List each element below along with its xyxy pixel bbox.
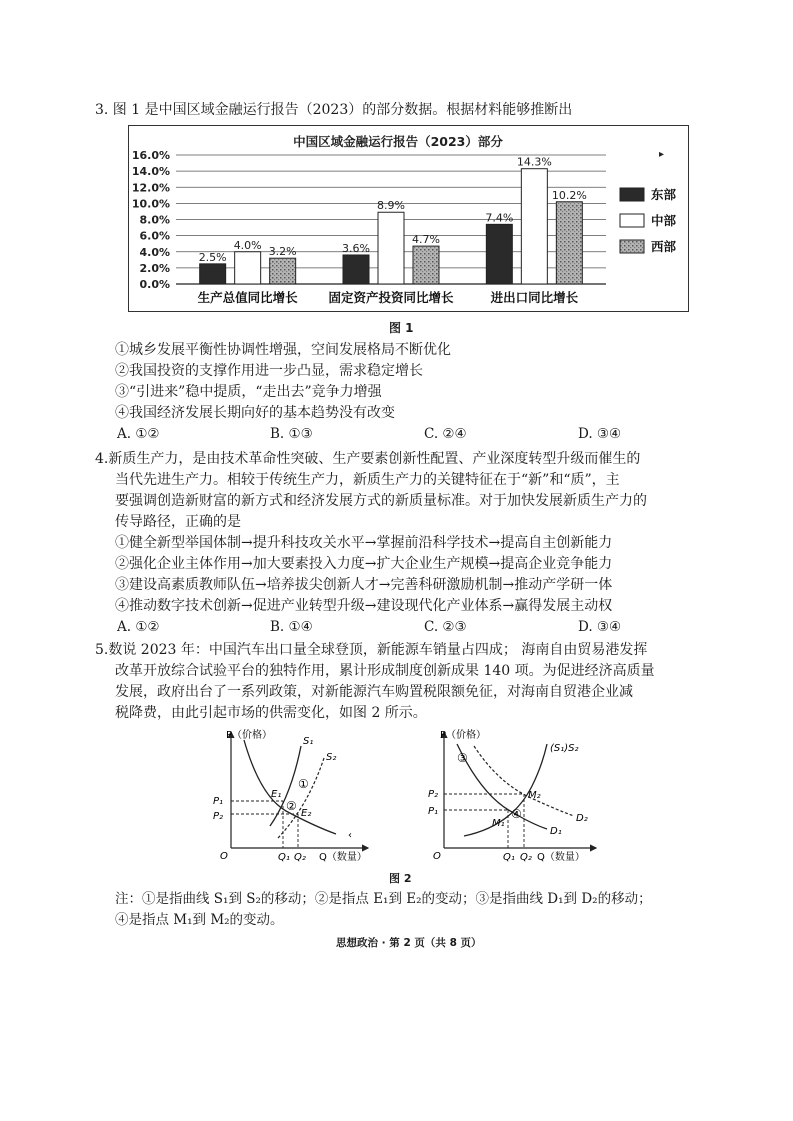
q4-option-d[interactable]: D. ③④ xyxy=(578,619,622,635)
data-label: 2.5% xyxy=(198,250,227,264)
q4-statement-1: ①健全新型举国体制→提升科技攻关水平→掌握前沿科学技术→提高自主创新能力 xyxy=(115,535,613,551)
bar-东部-进出口同比增长 xyxy=(486,224,512,284)
svg-text:O: O xyxy=(433,851,441,862)
svg-text:M₂: M₂ xyxy=(528,790,541,801)
legend-label: 中部 xyxy=(651,213,677,228)
svg-text:M₁: M₁ xyxy=(492,818,505,829)
q4-option-b[interactable]: B. ①④ xyxy=(270,619,313,635)
svg-text:④: ④ xyxy=(511,807,522,821)
svg-text:D₂: D₂ xyxy=(576,813,588,824)
q5-stem-line-4: 税降费，由此引起市场的供需变化，如图 2 所示。 xyxy=(115,705,427,721)
legend-swatch-中部 xyxy=(620,214,644,227)
y-tick-label: 0.0% xyxy=(139,278,170,291)
data-label: 3.2% xyxy=(268,245,297,259)
bar-东部-固定资产投资同比增长 xyxy=(343,255,369,284)
figure-1-caption: 图 1 xyxy=(389,321,414,335)
svg-text:Q₁: Q₁ xyxy=(278,852,290,863)
q5-note-line-2: ④是指点 M₁到 M₂的变动。 xyxy=(115,912,284,928)
left-y-axis-label: P（价格） xyxy=(226,730,273,741)
q3-statement-2: ②我国投资的支撑作用进一步凸显，需求稳定增长 xyxy=(115,363,423,379)
q4-option-c[interactable]: C. ②③ xyxy=(424,619,467,635)
svg-text:S₁: S₁ xyxy=(303,736,314,747)
data-label: 3.6% xyxy=(342,241,370,255)
y-tick-label: 12.0% xyxy=(131,181,170,195)
q3-option-c[interactable]: C. ②④ xyxy=(424,426,467,442)
data-label: 7.4% xyxy=(485,211,514,225)
bar-中部-固定资产投资同比增长 xyxy=(378,212,404,284)
svg-text:P₂: P₂ xyxy=(428,789,439,800)
svg-text:O: O xyxy=(220,851,228,862)
bar-东部-生产总值同比增长 xyxy=(200,264,226,284)
data-label: 4.0% xyxy=(233,238,262,252)
y-tick-label: 14.0% xyxy=(131,165,170,179)
data-label: 8.9% xyxy=(377,199,405,213)
svg-text:Q₁: Q₁ xyxy=(503,852,515,863)
y-tick-label: 16.0% xyxy=(131,149,170,162)
category-label: 进出口同比增长 xyxy=(490,290,579,305)
category-label: 固定资产投资同比增长 xyxy=(328,290,454,305)
svg-text:‹: ‹ xyxy=(348,830,352,841)
data-label: 4.7% xyxy=(412,233,440,247)
legend-label: 西部 xyxy=(651,239,677,254)
y-tick-label: 6.0% xyxy=(139,229,170,243)
q5-note-line-1: 注：①是指曲线 S₁到 S₂的移动；②是指点 E₁到 E₂的变动；③是指曲线 D₁到 D₂的移动； xyxy=(115,891,652,907)
q4-stem-line-1: 4.新质生产力，是由技术革命性突破、生产要素创新性配置、产业深度转型升级而催生的 xyxy=(95,451,641,467)
q4-stem-line-4: 传导路径，正确的是 xyxy=(115,514,241,530)
q3-statement-4: ④我国经济发展长期向好的基本趋势没有改变 xyxy=(115,405,395,421)
q5-stem-line-1: 5.数说 2023 年：中国汽车出口量全球登顶，新能源车销量占四成； 海南自由贸易港发挥 xyxy=(95,642,648,658)
svg-text:P₁: P₁ xyxy=(213,796,224,807)
q3-statement-3: ③“引进来”稳中提质，“走出去”竞争力增强 xyxy=(115,384,382,400)
svg-text:①: ① xyxy=(298,777,309,791)
legend-swatch-西部 xyxy=(620,240,644,253)
q3-statement-1: ①城乡发展平衡性协调性增强，空间发展格局不断优化 xyxy=(115,342,451,358)
q4-statement-2: ②强化企业主体作用→加大要素投入力度→扩大企业生产规模→提高企业竞争能力 xyxy=(115,556,613,572)
svg-text:P₂: P₂ xyxy=(213,811,224,822)
q4-stem-line-2: 当代先进生产力。相较于传统生产力，新质生产力的关键特征在于“新”和“质”，主 xyxy=(115,472,620,488)
y-tick-label: 10.0% xyxy=(131,197,170,211)
y-tick-label: 8.0% xyxy=(139,213,170,227)
legend-label: 东部 xyxy=(651,187,677,202)
q4-options xyxy=(0,619,793,639)
y-tick-label: 2.0% xyxy=(139,261,170,275)
bar-西部-固定资产投资同比增长 xyxy=(413,246,439,284)
q5-stem-line-2: 改革开放综合试验平台的独特作用，累计形成制度创新成果 140 项。为促进经济高质量 xyxy=(115,663,655,679)
q4-statement-3: ③建设高素质教师队伍→培养拔尖创新人才→完善科研激励机制→推动产学研一体 xyxy=(115,577,613,593)
y-tick-label: 4.0% xyxy=(139,245,170,259)
left-x-axis-label: Q（数量） xyxy=(319,852,367,863)
q3-options xyxy=(0,426,793,446)
q3-stem: 3. 图 1 是中国区域金融运行报告（2023）的部分数据。根据材料能够推断出 xyxy=(95,102,573,118)
svg-text:Q₂: Q₂ xyxy=(294,852,306,863)
supply-shift-graph xyxy=(196,726,376,866)
demand-shift-graph xyxy=(412,726,602,866)
q3-option-d[interactable]: D. ③④ xyxy=(578,426,622,442)
svg-text:P₁: P₁ xyxy=(428,806,439,817)
q3-option-a[interactable]: A. ①② xyxy=(117,426,160,442)
bar-西部-进出口同比增长 xyxy=(556,202,582,284)
svg-text:(S₁)S₂: (S₁)S₂ xyxy=(550,743,579,754)
svg-text:③: ③ xyxy=(457,751,468,765)
svg-text:E₂: E₂ xyxy=(301,808,312,819)
right-y-axis-label: P（价格） xyxy=(440,730,487,741)
bar-西部-生产总值同比增长 xyxy=(270,258,296,284)
legend-swatch-东部 xyxy=(620,188,644,201)
chart-title: 中国区域金融运行报告（2023）部分 xyxy=(293,134,503,149)
q4-stem-line-3: 要强调创造新财富的新方式和经济发展方式的新质量标准。对于加快发展新质生产力的 xyxy=(115,493,647,509)
data-label: 10.2% xyxy=(551,188,587,202)
right-x-axis-label: Q（数量） xyxy=(537,852,585,863)
svg-text:S₂: S₂ xyxy=(326,752,337,763)
page-footer: 思想政治 · 第 2 页（共 8 页） xyxy=(336,937,482,949)
data-label: 14.3% xyxy=(516,155,552,169)
bar-中部-进出口同比增长 xyxy=(521,169,547,284)
svg-text:E₁: E₁ xyxy=(271,789,282,800)
svg-text:▸: ▸ xyxy=(659,149,665,160)
bar-中部-生产总值同比增长 xyxy=(235,252,261,284)
q3-option-b[interactable]: B. ①③ xyxy=(270,426,313,442)
bar-chart xyxy=(128,125,689,312)
q5-stem-line-3: 发展，政府出台了一系列政策，对新能源汽车购置税限额免征，对海南自贸港企业减 xyxy=(115,684,633,700)
svg-text:②: ② xyxy=(286,799,297,813)
q4-option-a[interactable]: A. ①② xyxy=(117,619,160,635)
svg-text:Q₂: Q₂ xyxy=(520,852,532,863)
figure-2-caption: 图 2 xyxy=(389,872,412,885)
category-label: 生产总值同比增长 xyxy=(197,290,298,305)
q4-statement-4: ④推动数字技术创新→促进产业转型升级→建设现代化产业体系→赢得发展主动权 xyxy=(115,598,613,614)
svg-text:D₁: D₁ xyxy=(550,826,562,837)
